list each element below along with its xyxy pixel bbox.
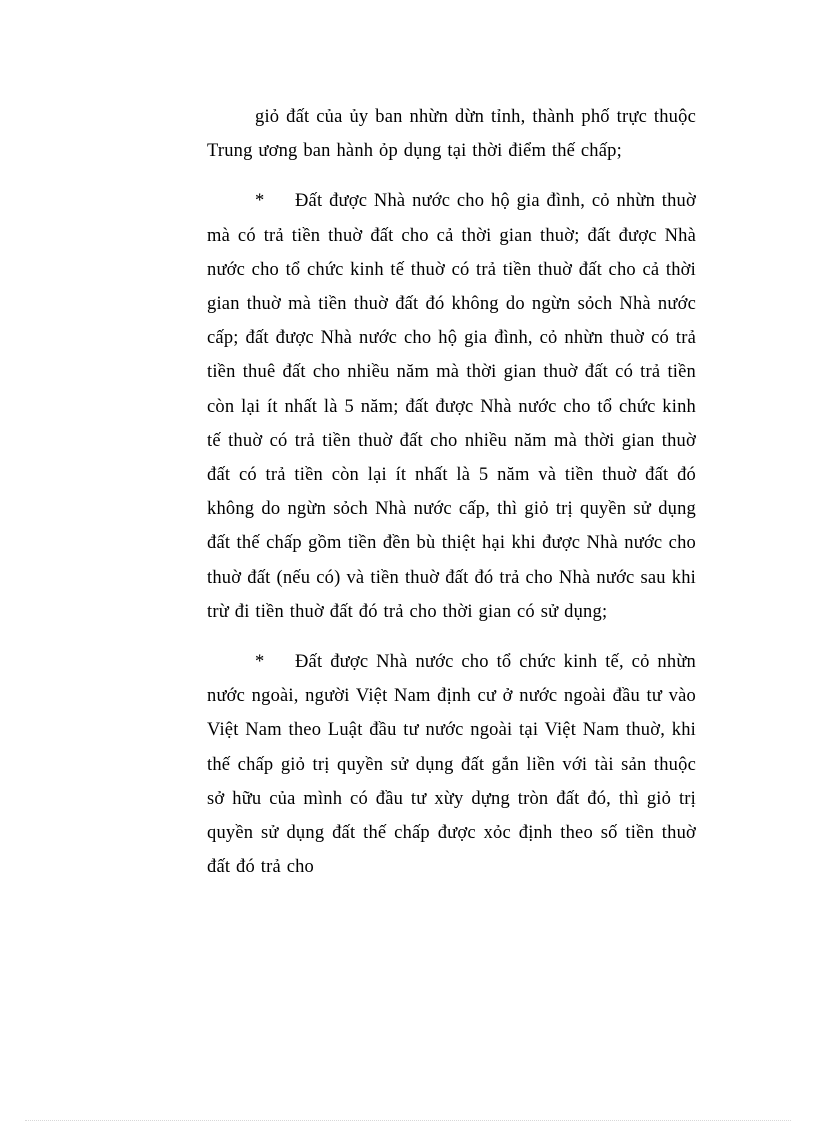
paragraph-3-text: Đất được Nhà nước cho tổ chức kinh tế, cỏ nhừn nước ngoài, người Việt Nam định cư ở nước ngoài đầu tư vào Việt Nam theo Luật đầu tư nước ngoài tại Việt Nam thuờ, khi thế chấp giỏ trị quyền sử dụng đất gắn liền với tài sản thuộc sở hữu của mình có đầu tư xừy dựng tròn đất đó, thì giỏ trị quyền sử dụng đất thế chấp được xỏc định theo số tiền thuờ đất đó trả cho <box>207 652 696 878</box>
document-body <box>207 100 696 900</box>
page-bottom-edge <box>25 1120 791 1121</box>
paragraph-2-text: Đất được Nhà nước cho hộ gia đình, cỏ nhừn thuờ mà có trả tiền thuờ đất cho cả thời gian thuờ; đất được Nhà nước cho tổ chức kinh tế thuờ có trả tiền thuờ đất cho cả thời gian thuờ mà tiền thuờ đất đó không do ngừn sỏch Nhà nước cấp; đất được Nhà nước cho hộ gia đình, cỏ nhừn thuờ có trả tiền thuê đất cho nhiều năm mà thời gian thuờ đất có trả tiền còn lại ít nhất là 5 năm; đất được Nhà nước cho tổ chức kinh tế thuờ có trả tiền thuờ đất cho nhiều năm mà thời gian thuờ đất có trả tiền còn lại ít nhất là 5 năm và tiền thuờ đất đó không do ngừn sỏch Nhà nước cấp, thì giỏ trị quyền sử dụng đất thế chấp gồm tiền đền bù thiệt hại khi được Nhà nước cho thuờ đất (nếu có) và tiền thuờ đất đó trả cho Nhà nước sau khi trừ đi tiền thuờ đất đó trả cho thời gian có sử dụng; <box>207 191 696 622</box>
paragraph-1-text: giỏ đất của ủy ban nhừn dừn tỉnh, thành phố trực thuộc Trung ương ban hành ỏp dụng tại thời điểm thế chấp; <box>207 107 696 162</box>
paragraph-2 <box>207 184 696 629</box>
paragraph-2-bullet: * <box>255 191 265 212</box>
paragraph-3-bullet: * <box>255 652 265 673</box>
paragraph-1 <box>207 100 696 168</box>
paragraph-3 <box>207 645 696 884</box>
